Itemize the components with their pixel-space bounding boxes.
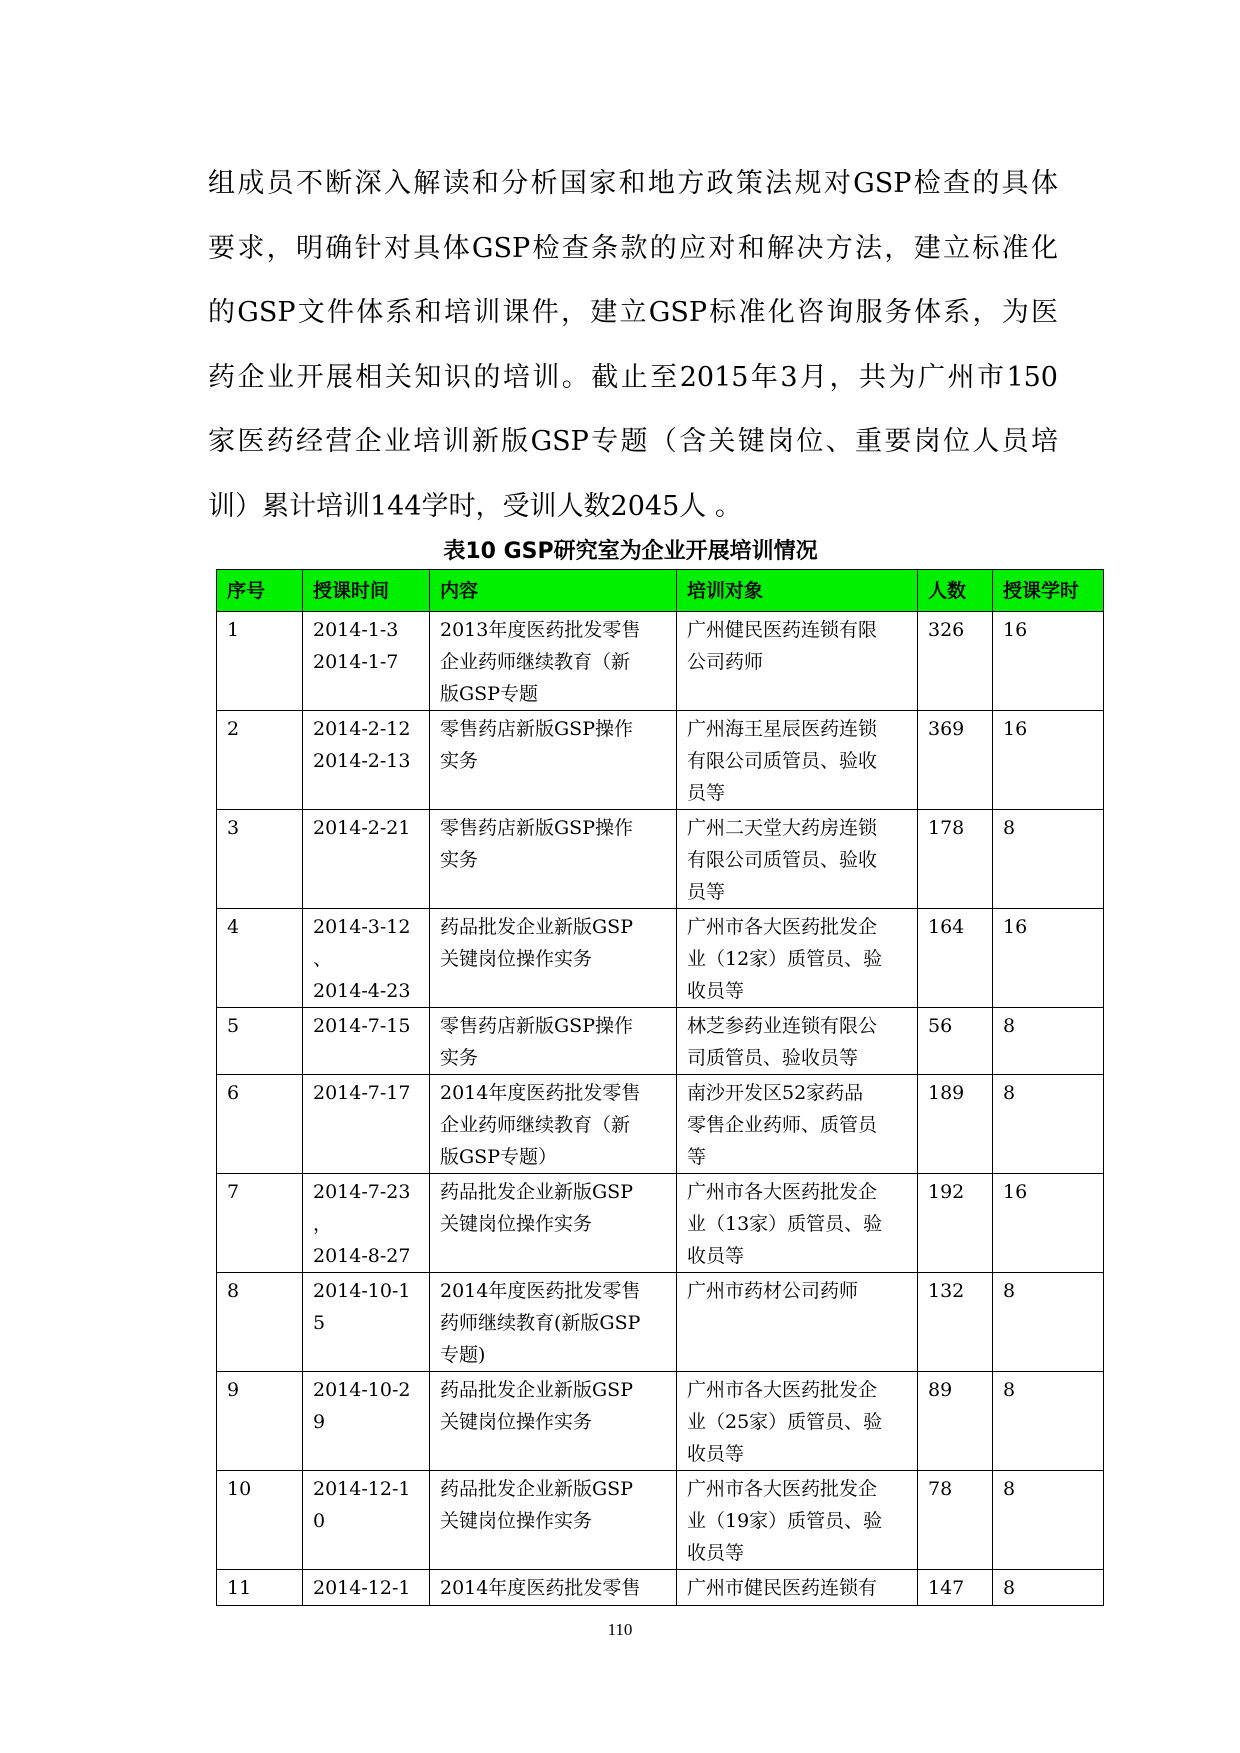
cell-time-line: 2014-2-13 [313, 750, 411, 772]
cell-hours: 8 [993, 1570, 1104, 1606]
cell-target [677, 1174, 918, 1273]
cell-time [303, 711, 430, 810]
body-paragraph [208, 152, 1058, 539]
cell-hours: 16 [993, 711, 1104, 810]
cell-hours: 8 [993, 1075, 1104, 1174]
header-people: 人数 [918, 570, 993, 612]
cell-target [677, 810, 918, 909]
cell-people: 89 [918, 1372, 993, 1471]
cell-target [677, 909, 918, 1008]
cell-time-line: 2014-2-21 [313, 817, 411, 839]
cell-time-line: 2014-10-2 [313, 1379, 411, 1401]
cell-people: 132 [918, 1273, 993, 1372]
cell-content-line: 专题) [440, 1344, 486, 1366]
cell-target [677, 612, 918, 711]
cell-people: 147 [918, 1570, 993, 1606]
cell-target [677, 1075, 918, 1174]
cell-no: 8 [217, 1273, 303, 1372]
cell-time-line: 2014-7-17 [313, 1082, 411, 1104]
cell-no: 2 [217, 711, 303, 810]
cell-time [303, 1471, 430, 1570]
cell-no: 4 [217, 909, 303, 1008]
cell-target-line: 广州海王星辰医药连锁 [687, 718, 878, 740]
cell-content-line: 版GSP专题 [440, 683, 538, 705]
cell-people: 56 [918, 1008, 993, 1075]
cell-people: 164 [918, 909, 993, 1008]
cell-target-line: 林芝参药业连锁有限公 [687, 1015, 878, 1037]
table-row [217, 1570, 1104, 1606]
cell-target-line: 收员等 [687, 1443, 745, 1465]
cell-people: 78 [918, 1471, 993, 1570]
cell-target-line: 广州市各大医药批发企 [687, 1478, 878, 1500]
cell-content-line: 2014年度医药批发零售 [440, 1280, 641, 1302]
table-row [217, 810, 1104, 909]
body-line: 要求，明确针对具体GSP检查条款的应对和解决方法，建立标准化 [208, 232, 1058, 264]
cell-hours: 16 [993, 1174, 1104, 1273]
cell-hours: 8 [993, 1372, 1104, 1471]
cell-time [303, 1008, 430, 1075]
table-row [217, 1008, 1104, 1075]
cell-target-line: 收员等 [687, 1542, 745, 1564]
cell-target-line: 广州市各大医药批发企 [687, 1379, 878, 1401]
cell-time [303, 1570, 430, 1606]
cell-content-line: 版GSP专题） [440, 1146, 557, 1168]
cell-time [303, 1174, 430, 1273]
cell-target-line: 广州市健民医药连锁有 [687, 1577, 878, 1599]
cell-target-line: 业（12家）质管员、验 [687, 948, 883, 970]
cell-content [430, 711, 677, 810]
cell-target-line: 业（13家）质管员、验 [687, 1213, 883, 1235]
cell-target-line: 南沙开发区52家药品 [687, 1082, 864, 1104]
cell-content-line: 关键岗位操作实务 [440, 1213, 593, 1235]
table-row [217, 1372, 1104, 1471]
page-number: 110 [607, 1620, 633, 1639]
cell-time-line: 9 [313, 1411, 326, 1433]
cell-people: 189 [918, 1075, 993, 1174]
table-row [217, 711, 1104, 810]
body-line: 家医药经营企业培训新版GSP专题（含关键岗位、重要岗位人员培 [208, 426, 1058, 457]
cell-target-line: 司质管员、验收员等 [687, 1047, 859, 1069]
cell-no: 11 [217, 1570, 303, 1606]
cell-time [303, 1075, 430, 1174]
cell-time [303, 1273, 430, 1372]
cell-target [677, 1570, 918, 1606]
header-no: 序号 [217, 570, 303, 612]
cell-hours: 8 [993, 1008, 1104, 1075]
cell-time-line: 2014-12-1 [313, 1577, 411, 1599]
cell-time-line: 2014-8-27 [313, 1245, 411, 1267]
cell-content-line: 2014年度医药批发零售 [440, 1577, 641, 1599]
cell-target-line: 广州市各大医药批发企 [687, 1181, 878, 1203]
cell-content-line: 实务 [440, 1047, 479, 1069]
table-row [217, 909, 1104, 1008]
header-hours: 授课学时 [993, 570, 1104, 612]
cell-content-line: 药品批发企业新版GSP [440, 916, 633, 938]
body-line: 的GSP文件体系和培训课件，建立GSP标准化咨询服务体系，为医 [208, 297, 1058, 328]
cell-time-line: 2014-12-1 [313, 1478, 411, 1500]
cell-content [430, 909, 677, 1008]
cell-content-line: 企业药师继续教育（新 [440, 651, 631, 673]
cell-people: 369 [918, 711, 993, 810]
cell-no: 9 [217, 1372, 303, 1471]
table-row [217, 1273, 1104, 1372]
cell-content-line: 企业药师继续教育（新 [440, 1114, 631, 1136]
cell-time-line: 、 [313, 948, 333, 970]
cell-content [430, 1008, 677, 1075]
cell-content-line: 零售药店新版GSP操作 [440, 718, 633, 740]
cell-time-line: ， [313, 1213, 333, 1235]
cell-target-line: 有限公司质管员、验收 [687, 849, 878, 871]
header-content: 内容 [430, 570, 677, 612]
cell-time-line: 0 [313, 1510, 326, 1532]
cell-content [430, 810, 677, 909]
body-line: 药企业开展相关知识的培训。截止至2015年3月，共为广州市150 [208, 361, 1058, 393]
cell-content [430, 1273, 677, 1372]
table-row [217, 1471, 1104, 1570]
cell-time-line: 2014-7-23 [313, 1181, 411, 1203]
cell-content [430, 1570, 677, 1606]
cell-target-line: 零售企业药师、质管员 [687, 1114, 878, 1136]
cell-target-line: 广州二天堂大药房连锁 [687, 817, 878, 839]
cell-target [677, 1273, 918, 1372]
cell-no: 1 [217, 612, 303, 711]
table-row [217, 612, 1104, 711]
cell-time-line: 2014-3-12 [313, 916, 411, 938]
cell-target-line: 等 [687, 1146, 707, 1168]
cell-target-line: 公司药师 [687, 651, 764, 673]
cell-hours: 16 [993, 612, 1104, 711]
table-row [217, 1075, 1104, 1174]
cell-target-line: 广州市各大医药批发企 [687, 916, 878, 938]
cell-target-line: 员等 [687, 782, 726, 804]
table-row [217, 1174, 1104, 1273]
cell-target [677, 1372, 918, 1471]
cell-content-line: 关键岗位操作实务 [440, 948, 593, 970]
cell-target-line: 广州市药材公司药师 [687, 1280, 859, 1302]
cell-time [303, 909, 430, 1008]
cell-target [677, 711, 918, 810]
cell-content-line: 零售药店新版GSP操作 [440, 817, 633, 839]
cell-target-line: 收员等 [687, 1245, 745, 1267]
cell-time [303, 810, 430, 909]
cell-content-line: 药品批发企业新版GSP [440, 1181, 633, 1203]
cell-content-line: 2013年度医药批发零售 [440, 619, 641, 641]
cell-hours: 16 [993, 909, 1104, 1008]
cell-content [430, 1075, 677, 1174]
cell-content-line: 关键岗位操作实务 [440, 1411, 593, 1433]
cell-target-line: 员等 [687, 881, 726, 903]
cell-content-line: 药品批发企业新版GSP [440, 1379, 633, 1401]
cell-no: 3 [217, 810, 303, 909]
table-body [217, 612, 1104, 1606]
cell-target [677, 1008, 918, 1075]
body-line: 组成员不断深入解读和分析国家和地方政策法规对GSP检查的具体 [208, 168, 1058, 199]
cell-no: 10 [217, 1471, 303, 1570]
cell-content-line: 零售药店新版GSP操作 [440, 1015, 633, 1037]
cell-time-line: 2014-1-7 [313, 651, 399, 673]
cell-people: 192 [918, 1174, 993, 1273]
cell-target-line: 广州健民医药连锁有限 [687, 619, 878, 641]
cell-target-line: 业（19家）质管员、验 [687, 1510, 883, 1532]
cell-content [430, 1174, 677, 1273]
cell-content-line: 2014年度医药批发零售 [440, 1082, 641, 1104]
cell-no: 6 [217, 1075, 303, 1174]
cell-hours: 8 [993, 1471, 1104, 1570]
cell-time [303, 612, 430, 711]
cell-content-line: 实务 [440, 750, 479, 772]
cell-time-line: 5 [313, 1312, 326, 1334]
cell-people: 326 [918, 612, 993, 711]
cell-content [430, 1372, 677, 1471]
cell-hours: 8 [993, 810, 1104, 909]
cell-content-line: 关键岗位操作实务 [440, 1510, 593, 1532]
cell-content [430, 612, 677, 711]
cell-target-line: 业（25家）质管员、验 [687, 1411, 883, 1433]
cell-time-line: 2014-2-12 [313, 718, 411, 740]
cell-time-line: 2014-1-3 [313, 619, 399, 641]
table-header-row [217, 570, 1104, 612]
cell-time-line: 2014-10-1 [313, 1280, 411, 1302]
header-target: 培训对象 [677, 570, 918, 612]
cell-target [677, 1471, 918, 1570]
training-table [216, 569, 1104, 1606]
cell-time-line: 2014-7-15 [313, 1015, 411, 1037]
cell-no: 7 [217, 1174, 303, 1273]
cell-content-line: 药品批发企业新版GSP [440, 1478, 633, 1500]
header-time: 授课时间 [303, 570, 430, 612]
cell-people: 178 [918, 810, 993, 909]
table-caption: 表10 GSP研究室为企业开展培训情况 [443, 539, 818, 564]
cell-content-line: 药师继续教育(新版GSP [440, 1312, 641, 1334]
cell-content-line: 实务 [440, 849, 479, 871]
cell-time-line: 2014-4-23 [313, 980, 411, 1002]
cell-no: 5 [217, 1008, 303, 1075]
body-line: 训）累计培训144学时，受训人数2045人 。 [208, 490, 742, 522]
cell-hours: 8 [993, 1273, 1104, 1372]
cell-target-line: 有限公司质管员、验收 [687, 750, 878, 772]
cell-time [303, 1372, 430, 1471]
cell-target-line: 收员等 [687, 980, 745, 1002]
cell-content [430, 1471, 677, 1570]
